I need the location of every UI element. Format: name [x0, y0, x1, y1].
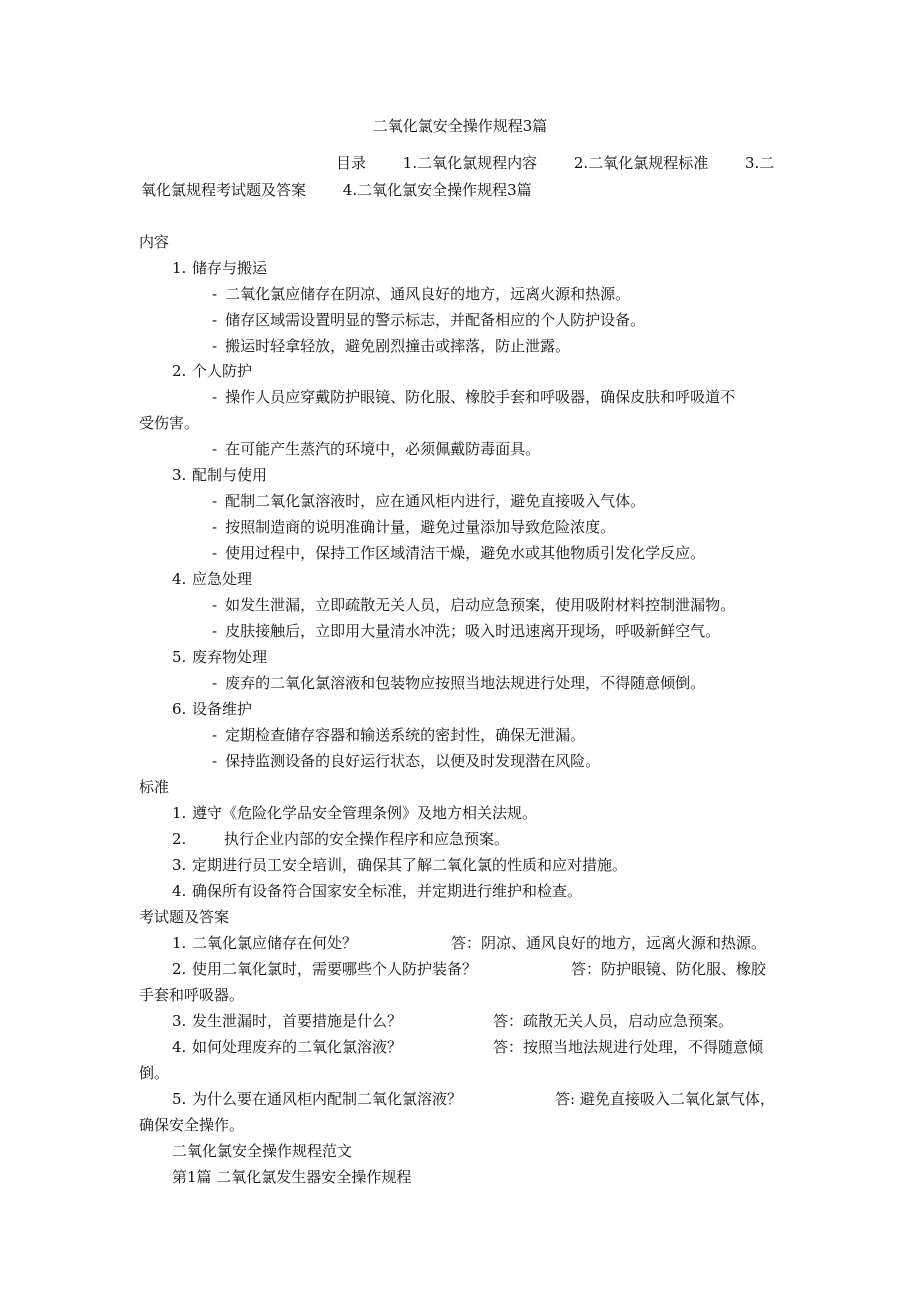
exam-answer-continuation: 手套和呼吸器。 [139, 986, 245, 1004]
section-6-title: 6. 设备维护 [172, 700, 253, 718]
content-heading: 内容 [139, 233, 170, 251]
exam-answer-continuation: 倒。 [139, 1064, 170, 1082]
toc-item-1: 1.二氧化氯规程内容 [402, 154, 538, 172]
exam-heading: 考试题及答案 [139, 908, 230, 926]
exam-question: 3. 发生泄漏时，首要措施是什么？ [172, 1012, 403, 1030]
list-item: - 在可能产生蒸汽的环境中，必须佩戴防毒面具。 [212, 440, 541, 458]
toc-item-2: 2.二氧化氯规程标准 [573, 154, 709, 172]
exam-question: 4. 如何处理废弃的二氧化氯溶液？ [172, 1038, 403, 1056]
section-2-title: 2. 个人防护 [172, 362, 253, 380]
list-item: - 操作人员应穿戴防护眼镜、防化服、橡胶手套和呼吸器，确保皮肤和呼吸道不 [212, 388, 736, 406]
toc-label: 目录 [336, 154, 367, 172]
section-1-title: 1. 储存与搬运 [172, 259, 268, 277]
toc-line-2 [141, 180, 564, 200]
exam-question: 1. 二氧化氯应储存在何处？ [172, 934, 358, 952]
exam-answer: 答：防护眼镜、防化服、橡胶 [571, 960, 767, 978]
exam-answer: 答: 避免直接吸入二氧化氯气体， [555, 1090, 775, 1108]
list-item: - 皮肤接触后，立即用大量清水冲洗；吸入时迅速离开现场，呼吸新鲜空气。 [212, 622, 721, 640]
list-item: - 如发生泄漏，立即疏散无关人员，启动应急预案，使用吸附材料控制泄漏物。 [212, 596, 736, 614]
list-item: - 定期检查储存容器和输送系统的密封性，确保无泄漏。 [212, 726, 586, 744]
toc-item-3-end: 氧化氯规程考试题及答案 [141, 181, 307, 199]
list-item: - 废弃的二氧化氯溶液和包装物应按照当地法规进行处理，不得随意倾倒。 [212, 674, 706, 692]
standard-item: 1. 遵守《危险化学品安全管理条例》及地方相关法规。 [172, 804, 538, 822]
exam-answer: 答：疏散无关人员，启动应急预案。 [493, 1012, 734, 1030]
list-item: - 搬运时轻拿轻放，避免剧烈撞击或摔落，防止泄露。 [212, 337, 571, 355]
exam-answer: 答：阴凉、通风良好的地方，远离火源和热源。 [451, 934, 767, 952]
list-item: - 保持监测设备的良好运行状态，以便及时发现潜在风险。 [212, 752, 601, 770]
list-item: - 按照制造商的说明准确计量，避免过量添加导致危险浓度。 [212, 518, 616, 536]
toc-item-3-start: 3.二 [744, 154, 775, 172]
standard-item: 3. 定期进行员工安全培训，确保其了解二氧化氯的性质和应对措施。 [172, 856, 628, 874]
exam-question: 5. 为什么要在通风柜内配制二氧化氯溶液？ [172, 1090, 463, 1108]
section-4-title: 4. 应急处理 [172, 570, 253, 588]
toc-line-1 [336, 153, 774, 173]
section-3-title: 3. 配制与使用 [172, 466, 268, 484]
standard-heading: 标准 [139, 778, 170, 796]
list-item-continuation: 受伤害。 [139, 414, 200, 432]
sample-heading: 二氧化氯安全操作规程范文 [172, 1142, 353, 1160]
section-5-title: 5. 废弃物处理 [172, 648, 268, 666]
standard-item: 2. 执行企业内部的安全操作程序和应急预案。 [172, 830, 510, 848]
list-item: - 储存区域需设置明显的警示标志，并配备相应的个人防护设备。 [212, 311, 646, 329]
exam-question: 2. 使用二氧化氯时，需要哪些个人防护装备？ [172, 960, 478, 978]
sample-part-1-title: 第1篇 二氧化氯发生器安全操作规程 [172, 1168, 412, 1186]
exam-answer-continuation: 确保安全操作。 [139, 1116, 245, 1134]
toc-item-4: 4.二氧化氯安全操作规程3篇 [342, 181, 532, 199]
list-item: - 使用过程中，保持工作区域清洁干燥，避免水或其他物质引发化学反应。 [212, 544, 706, 562]
list-item: - 二氧化氯应储存在阴凉、通风良好的地方，远离火源和热源。 [212, 285, 631, 303]
page-title: 二氧化氯安全操作规程3篇 [372, 117, 548, 135]
list-item: - 配制二氧化氯溶液时，应在通风柜内进行，避免直接吸入气体。 [212, 492, 646, 510]
exam-answer: 答：按照当地法规进行处理，不得随意倾 [493, 1038, 764, 1056]
standard-item: 4. 确保所有设备符合国家安全标准，并定期进行维护和检查。 [172, 882, 583, 900]
